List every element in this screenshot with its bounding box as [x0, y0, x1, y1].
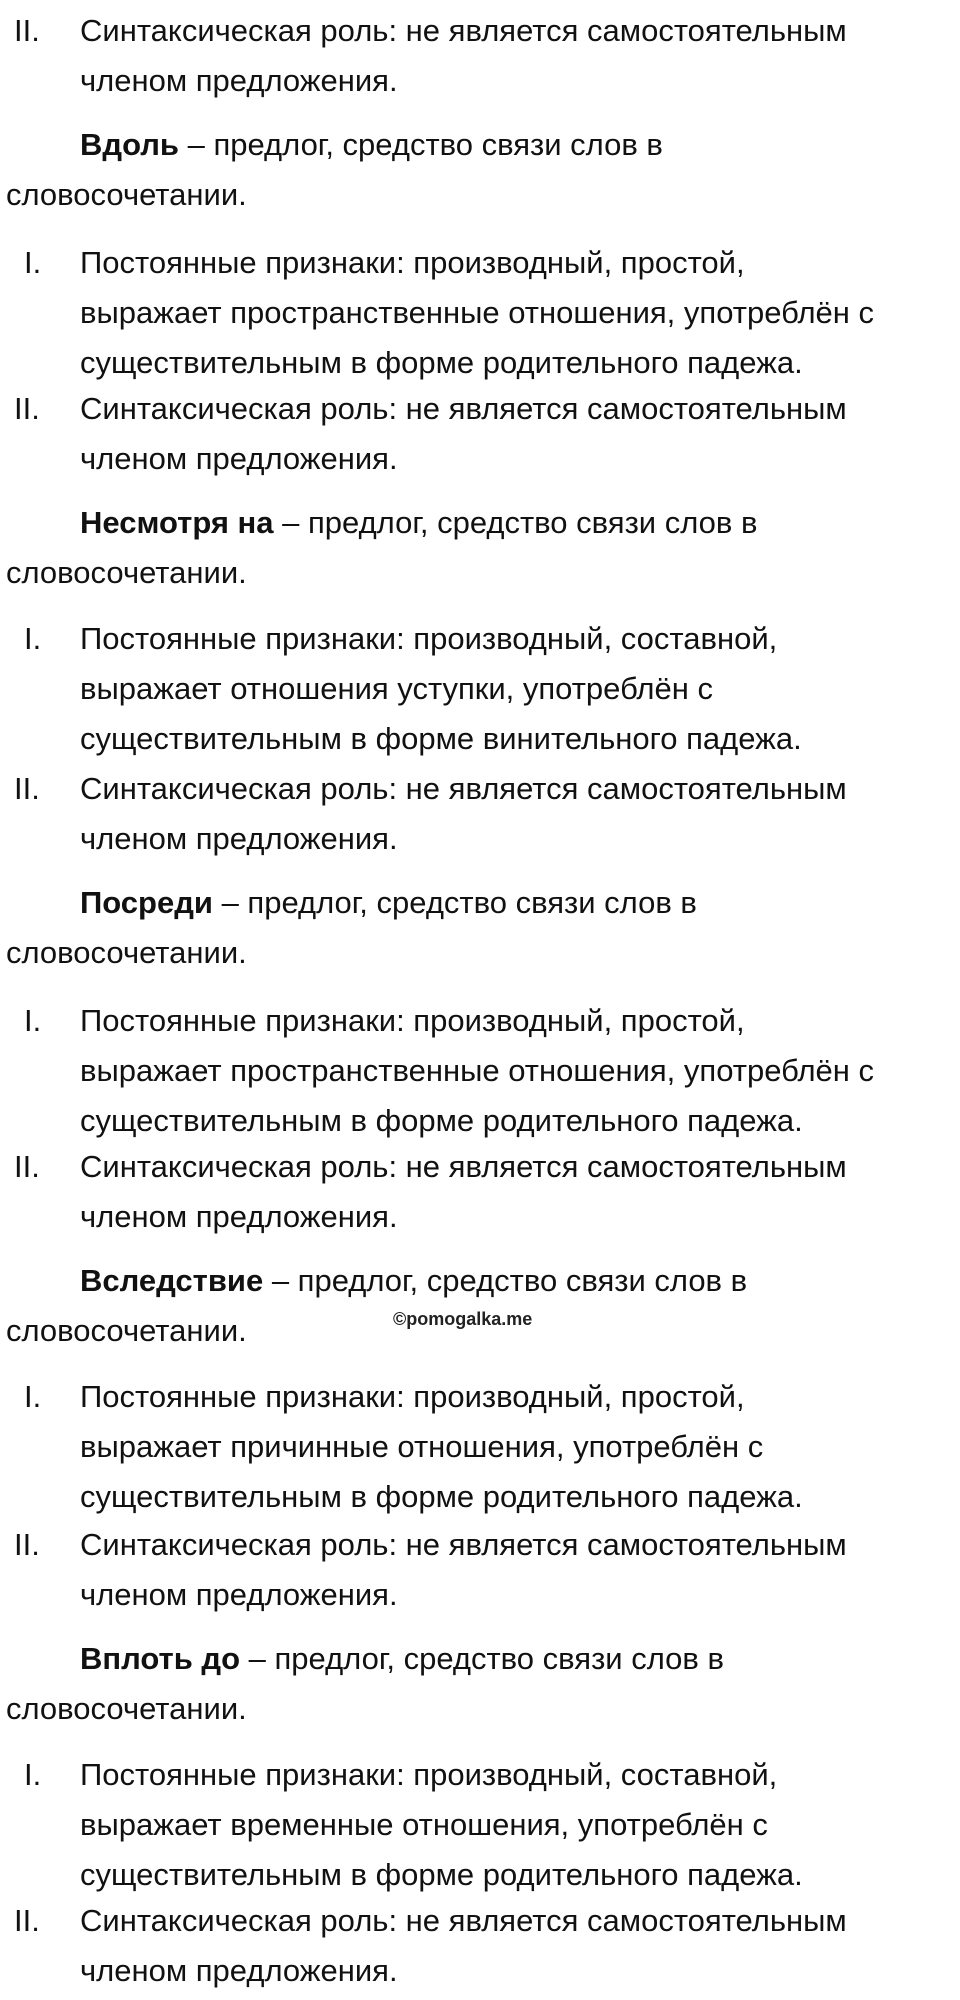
roman-numeral: I.	[24, 1379, 42, 1414]
roman-numeral: I.	[24, 1757, 42, 1792]
entry-definition-line	[80, 498, 757, 548]
entry-definition-cont: словосочетании.	[6, 1691, 247, 1726]
item-line: Синтаксическая роль: не является самостоятельным	[80, 771, 847, 806]
item-line: Постоянные признаки: производный, простой,	[80, 245, 745, 280]
roman-numeral: II.	[14, 1149, 40, 1184]
item-line: Постоянные признаки: производный, составной,	[80, 1757, 778, 1792]
item-line: членом предложения.	[80, 63, 398, 98]
entry-word: Вплоть до	[80, 1641, 241, 1676]
item-line: существительным в форме родительного падежа.	[80, 1857, 803, 1892]
entry-definition-cont: словосочетании.	[6, 177, 247, 212]
entry-definition: – предлог, средство связи слов в	[240, 1641, 724, 1676]
item-line: Постоянные признаки: производный, составной,	[80, 621, 778, 656]
roman-numeral: I.	[24, 621, 42, 656]
item-line: членом предложения.	[80, 821, 398, 856]
entry-definition-line	[80, 878, 697, 928]
item-line: Синтаксическая роль: не является самостоятельным	[80, 1527, 847, 1562]
item-line: выражает отношения уступки, употреблён с	[80, 671, 713, 706]
item-line: выражает причинные отношения, употреблён с	[80, 1429, 764, 1464]
roman-numeral: II.	[14, 13, 40, 48]
item-line: выражает пространственные отношения, употреблён с	[80, 295, 875, 330]
item-line: Синтаксическая роль: не является самостоятельным	[80, 13, 847, 48]
entry-definition: – предлог, средство связи слов в	[178, 127, 663, 162]
item-line: Синтаксическая роль: не является самостоятельным	[80, 1903, 847, 1938]
item-line: членом предложения.	[80, 1199, 398, 1234]
entry-word: Посреди	[80, 885, 213, 920]
entry-definition: – предлог, средство связи слов в	[273, 505, 758, 540]
item-line: существительным в форме родительного падежа.	[80, 1103, 803, 1138]
item-line: существительным в форме родительного падежа.	[80, 1479, 803, 1514]
entry-definition-cont: словосочетании.	[6, 555, 247, 590]
entry-definition-line	[80, 1256, 747, 1306]
entry-word: Вследствие	[80, 1263, 264, 1298]
roman-numeral: I.	[24, 1003, 42, 1038]
roman-numeral: II.	[14, 771, 40, 806]
entry-definition-cont: словосочетании.	[6, 1313, 247, 1348]
watermark: ©pomogalka.me	[393, 1309, 533, 1329]
entry-word: Несмотря на	[80, 505, 274, 540]
item-line: существительным в форме родительного падежа.	[80, 345, 803, 380]
roman-numeral: II.	[14, 1903, 40, 1938]
entry-definition-line	[80, 120, 663, 170]
item-line: существительным в форме винительного падежа.	[80, 721, 802, 756]
item-line: Постоянные признаки: производный, простой,	[80, 1003, 745, 1038]
entry-definition-line	[80, 1634, 724, 1684]
entry-definition-cont: словосочетании.	[6, 935, 247, 970]
entry-definition: – предлог, средство связи слов в	[212, 885, 697, 920]
item-line: Синтаксическая роль: не является самостоятельным	[80, 391, 847, 426]
item-line: членом предложения.	[80, 1577, 398, 1612]
roman-numeral: II.	[14, 391, 40, 426]
item-line: выражает временные отношения, употреблён с	[80, 1807, 768, 1842]
roman-numeral: I.	[24, 245, 42, 280]
entry-definition: – предлог, средство связи слов в	[263, 1263, 748, 1298]
roman-numeral: II.	[14, 1527, 40, 1562]
item-line: выражает пространственные отношения, употреблён с	[80, 1053, 875, 1088]
item-line: членом предложения.	[80, 1953, 398, 1988]
item-line: Постоянные признаки: производный, простой,	[80, 1379, 745, 1414]
item-line: членом предложения.	[80, 441, 398, 476]
item-line: Синтаксическая роль: не является самостоятельным	[80, 1149, 847, 1184]
entry-word: Вдоль	[80, 127, 179, 162]
